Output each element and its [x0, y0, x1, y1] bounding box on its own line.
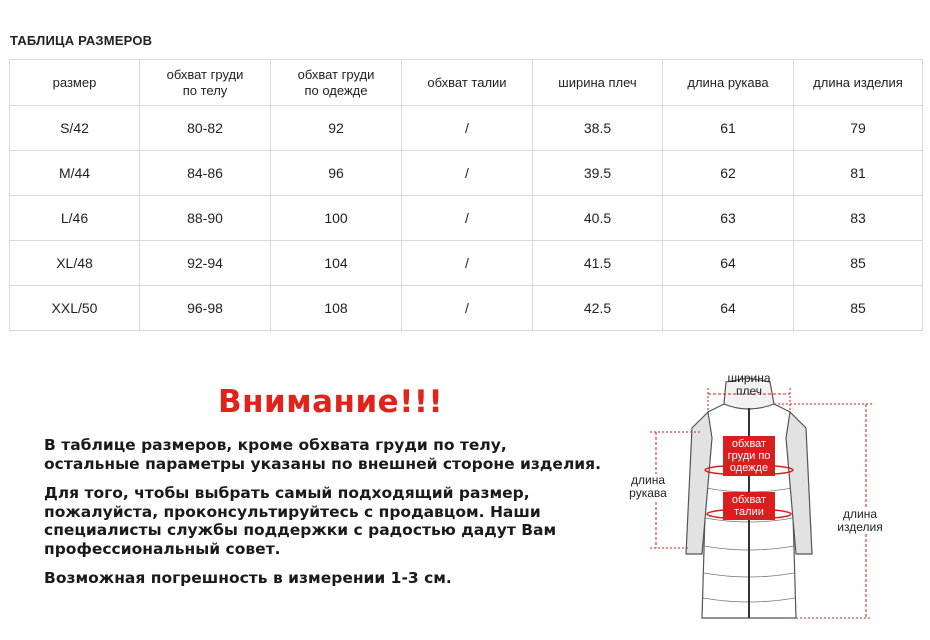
cell-shoulder-width: 42.5 [533, 286, 663, 331]
cell-chest-garment: 92 [271, 106, 402, 151]
header-chest-body: обхват груди по телу [140, 60, 271, 106]
cell-waist: / [402, 106, 533, 151]
cell-chest-garment: 100 [271, 196, 402, 241]
cell-size: XXL/50 [10, 286, 140, 331]
notes-block [44, 436, 604, 599]
table-row [10, 151, 923, 196]
cell-sleeve-length: 62 [663, 151, 794, 196]
cell-shoulder-width: 41.5 [533, 241, 663, 286]
note-paragraph: В таблице размеров, кроме обхвата груди по телу, остальные параметры указаны по внешней стороне изделия. [44, 436, 601, 473]
size-table [9, 59, 923, 331]
cell-sleeve-length: 63 [663, 196, 794, 241]
table-header-row [10, 60, 923, 106]
cell-shoulder-width: 39.5 [533, 151, 663, 196]
cell-sleeve-length: 64 [663, 286, 794, 331]
header-item-length: длина изделия [794, 60, 923, 106]
cell-size: S/42 [10, 106, 140, 151]
header-shoulder-width: ширина плеч [533, 60, 663, 106]
cell-chest-body: 84-86 [140, 151, 271, 196]
cell-chest-garment: 108 [271, 286, 402, 331]
cell-waist: / [402, 196, 533, 241]
label-sleeve-length: длина рукава [622, 474, 674, 500]
header-waist: обхват талии [402, 60, 533, 106]
cell-sleeve-length: 64 [663, 241, 794, 286]
cell-shoulder-width: 40.5 [533, 196, 663, 241]
cell-waist: / [402, 286, 533, 331]
cell-size: M/44 [10, 151, 140, 196]
cell-size: L/46 [10, 196, 140, 241]
cell-item-length: 85 [794, 241, 923, 286]
table-row [10, 106, 923, 151]
cell-chest-body: 80-82 [140, 106, 271, 151]
cell-waist: / [402, 151, 533, 196]
cell-item-length: 85 [794, 286, 923, 331]
cell-waist: / [402, 241, 533, 286]
cell-chest-body: 96-98 [140, 286, 271, 331]
cell-item-length: 83 [794, 196, 923, 241]
header-chest-garment: обхват груди по одежде [271, 60, 402, 106]
cell-item-length: 79 [794, 106, 923, 151]
label-item-length: длина изделия [833, 508, 887, 534]
table-row [10, 196, 923, 241]
cell-size: XL/48 [10, 241, 140, 286]
cell-chest-garment: 96 [271, 151, 402, 196]
cell-shoulder-width: 38.5 [533, 106, 663, 151]
header-size: размер [10, 60, 140, 106]
table-row [10, 241, 923, 286]
attention-heading: Внимание!!! [218, 384, 444, 420]
label-chest-garment: обхват груди по одежде [723, 436, 775, 476]
cell-item-length: 81 [794, 151, 923, 196]
jacket-diagram [620, 368, 910, 635]
table-row [10, 286, 923, 331]
note-paragraph: Возможная погрешность в измерении 1-3 см. [44, 569, 452, 587]
header-sleeve-length: длина рукава [663, 60, 794, 106]
cell-chest-body: 88-90 [140, 196, 271, 241]
note-paragraph: Для того, чтобы выбрать самый подходящий размер, пожалуйста, проконсультируйтесь с продавцом. Наши специалисты службы поддержки с радостью дадут Вам профессиональный совет. [44, 484, 557, 558]
label-waist: обхват талии [723, 492, 775, 520]
cell-chest-garment: 104 [271, 241, 402, 286]
cell-sleeve-length: 61 [663, 106, 794, 151]
label-shoulder-width: ширина плеч [727, 371, 771, 398]
cell-chest-body: 92-94 [140, 241, 271, 286]
table-title: ТАБЛИЦА РАЗМЕРОВ [10, 33, 153, 48]
